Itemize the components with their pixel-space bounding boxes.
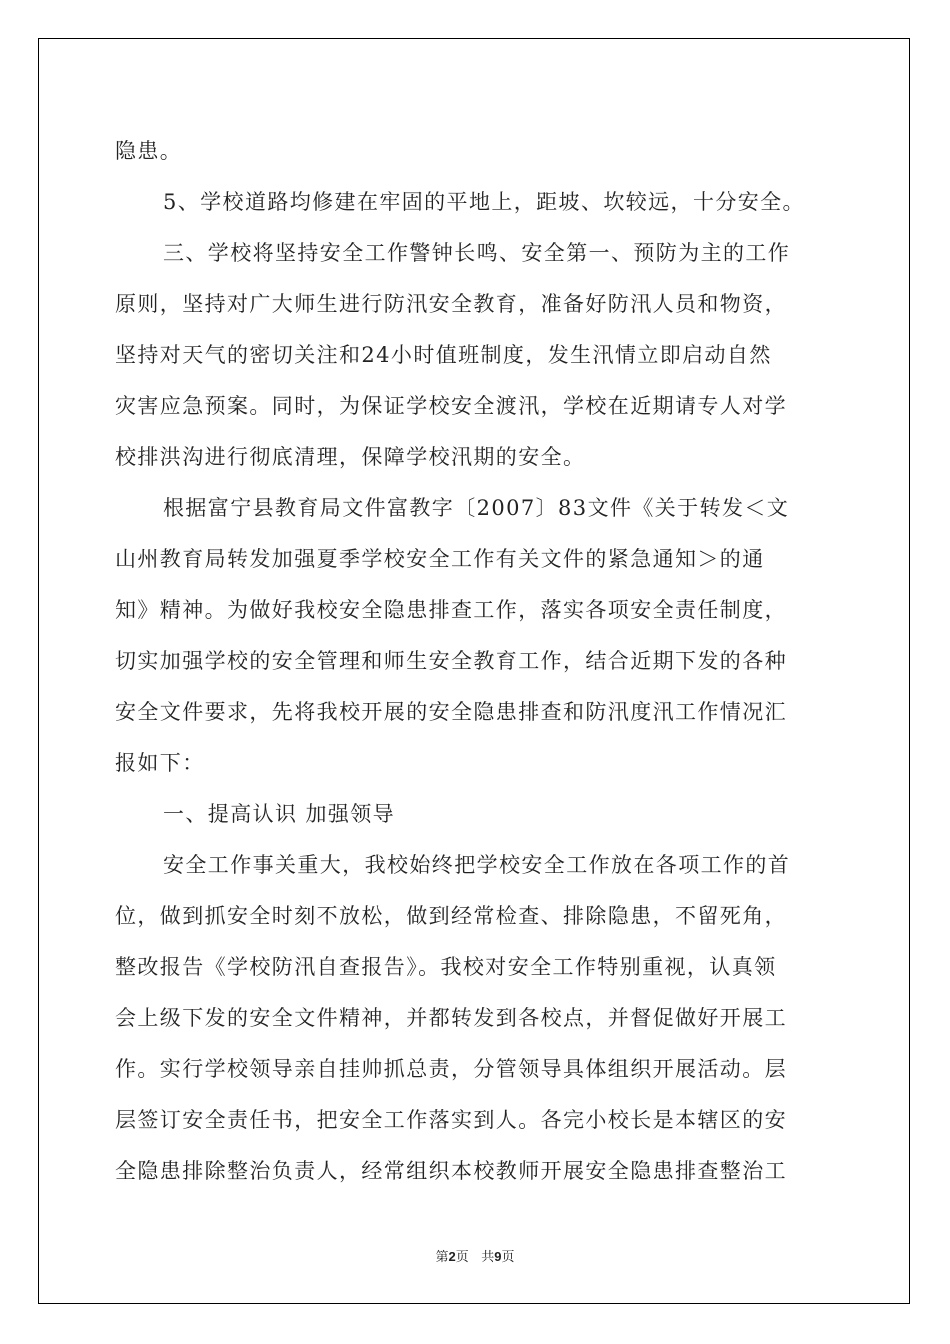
text-line: 位，做到抓安全时刻不放松，做到经常检查、排除隐患，不留死角， [115,904,787,928]
text-line: 坚持对天气的密切关注和24小时值班制度，发生汛情立即启动自然 [115,343,772,367]
text-line: 隐患。 [115,139,183,163]
page-suffix: 页 [455,1250,469,1265]
page-footer [0,1246,950,1265]
text-line: 三、学校将坚持安全工作警钟长鸣、安全第一、预防为主的工作 [163,241,791,265]
text-line: 整改报告《学校防汛自查报告》。我校对安全工作特别重视，认真领 [115,955,777,979]
text-line: 5、学校道路均修建在牢固的平地上，距坡、坎较远，十分安全。 [163,190,805,214]
section-heading: 一、提高认识 加强领导 [163,802,396,826]
text-line: 报如下： [115,751,205,775]
text-line: 层签订安全责任书，把安全工作落实到人。各完小校长是本辖区的安 [115,1108,787,1132]
total-prefix: 共 [481,1250,495,1265]
text-line: 根据富宁县教育局文件富教字〔2007〕83文件《关于转发＜文 [163,496,790,520]
text-line: 山州教育局转发加强夏季学校安全工作有关文件的紧急通知＞的通 [115,547,765,571]
page-prefix: 第 [435,1250,449,1265]
document-body [115,126,835,1197]
text-line: 灾害应急预案。同时，为保证学校安全渡汛，学校在近期请专人对学 [115,394,787,418]
text-line: 切实加强学校的安全管理和师生安全教育工作，结合近期下发的各种 [115,649,787,673]
text-line: 会上级下发的安全文件精神，并都转发到各校点，并督促做好开展工 [115,1006,787,1030]
text-line: 原则，坚持对广大师生进行防汛安全教育，准备好防汛人员和物资， [115,292,787,316]
text-line: 作。实行学校领导亲自挂帅抓总责，分管领导具体组织开展活动。层 [115,1057,787,1081]
page-number: 2 [448,1249,456,1264]
text-line: 校排洪沟进行彻底清理，保障学校汛期的安全。 [115,445,586,469]
text-line: 安全文件要求，先将我校开展的安全隐患排查和防汛度汛工作情况汇 [115,700,787,724]
text-line: 知》精神。为做好我校安全隐患排查工作，落实各项安全责任制度， [115,598,787,622]
text-line: 安全工作事关重大，我校始终把学校安全工作放在各项工作的首 [163,853,791,877]
total-suffix: 页 [501,1250,515,1265]
total-pages: 9 [494,1249,502,1264]
text-line: 全隐患排除整治负责人，经常组织本校教师开展安全隐患排查整治工 [115,1159,787,1183]
